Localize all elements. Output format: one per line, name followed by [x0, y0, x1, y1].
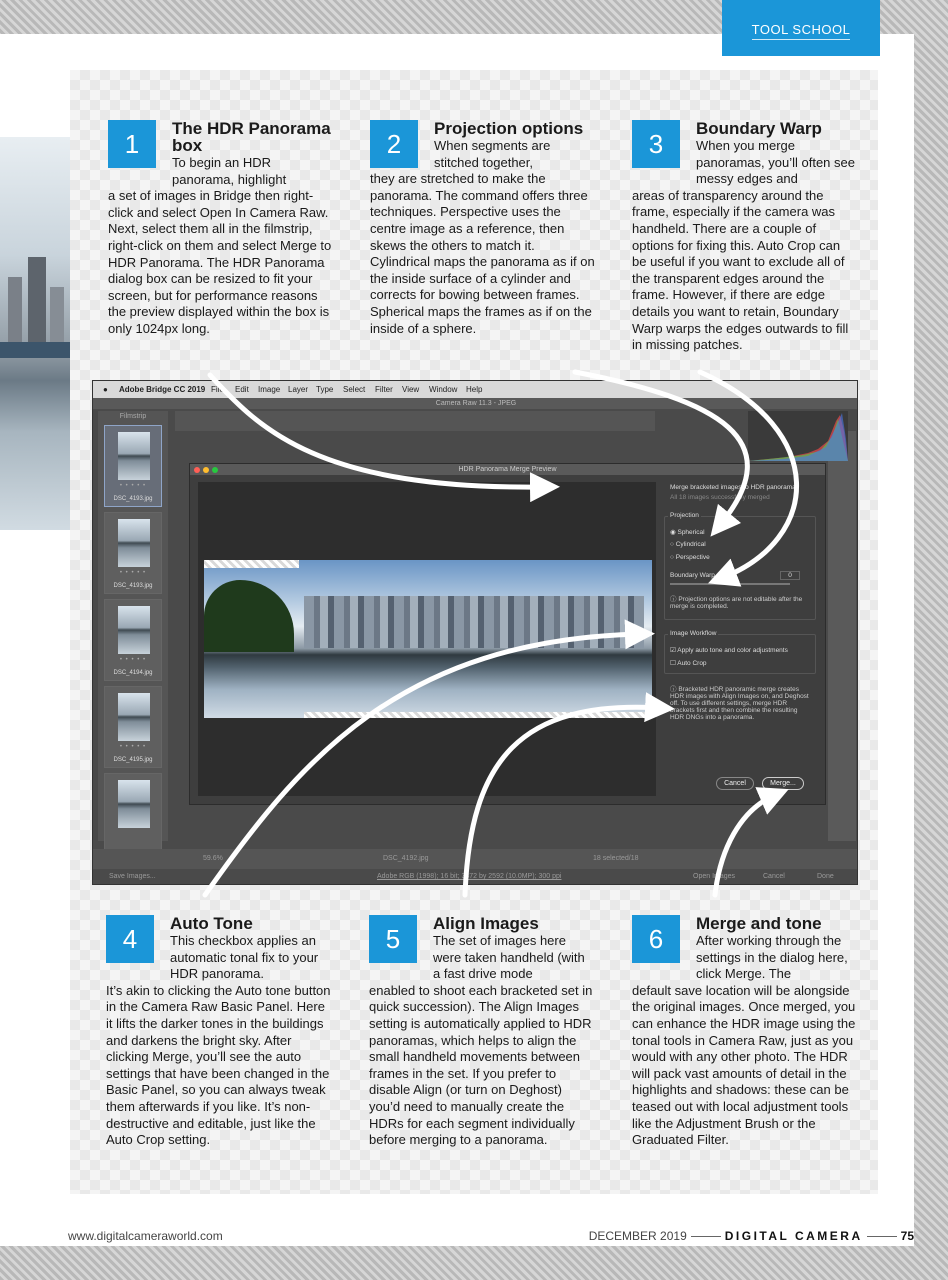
filmstrip-thumb[interactable] [104, 686, 162, 768]
thumb-image [118, 519, 150, 567]
zoom-icon[interactable] [212, 467, 218, 473]
minimize-icon[interactable] [203, 467, 209, 473]
magazine-name: DIGITAL CAMERA [724, 1229, 863, 1243]
radio-perspective[interactable]: ○ Perspective [670, 554, 710, 561]
filmstrip-thumb[interactable] [104, 425, 162, 507]
checkbox-label: Auto Crop [677, 660, 707, 667]
info-note-text: Bracketed HDR panoramic merge creates HDR images with Align Images on, and Deghost off. To use different settings, merge HDR brackets first and then combine the resulting HDR DNGs into a panorama. [670, 686, 809, 721]
auto-crop-checkbox[interactable]: ☐ Auto Crop [670, 660, 707, 667]
tip-title: The HDR Panorama box [172, 119, 331, 155]
filmstrip-label: Filmstrip [119, 413, 147, 420]
menu-edit[interactable]: Edit [235, 385, 249, 394]
cancel-button[interactable]: Cancel [716, 777, 754, 790]
menu-type[interactable]: Type [316, 385, 334, 394]
transparent-edge [304, 712, 652, 718]
thumb-filename: DSC_4195.jpg [113, 757, 153, 763]
panorama-preview [198, 482, 656, 796]
radio-spherical[interactable]: ◉ Spherical [670, 529, 705, 536]
apple-icon[interactable]: ● [103, 385, 108, 394]
tip-title: Projection options [434, 119, 584, 138]
tip-title: Boundary Warp [696, 119, 822, 138]
menu-image[interactable]: Image [258, 385, 281, 394]
projection-note: ⓘ Projection options are not editable after the merge is completed. [670, 596, 803, 610]
menu-layer[interactable]: Layer [288, 385, 309, 394]
tip-1 [108, 120, 334, 338]
boundary-warp-slider[interactable] [670, 583, 790, 585]
menu-view[interactable]: View [402, 385, 420, 394]
divider [867, 1236, 897, 1237]
tip-number: 6 [632, 915, 680, 963]
tip-title: Align Images [433, 914, 539, 933]
tip-body: a set of images in Bridge then right-click and select Open In Camera Raw. Next, select them all in the filmstrip, right-click on them and select Merge to HDR Panorama. The HDR Panorama dialog box can be resized to fit your screen, but for performance reasons the preview displayed within the box is only 1024px long. [108, 188, 332, 336]
workflow-label: Image Workflow [670, 630, 717, 637]
thumb-filename: DSC_4193.jpg [113, 583, 153, 589]
checkbox-label: Apply auto tone and color adjustments [677, 647, 788, 654]
tip-lead: After working through the settings in the dialog here, click Merge. The [696, 933, 848, 982]
section-tab [722, 0, 880, 56]
selection-count: 18 selected/18 [593, 855, 639, 862]
camera-raw-screenshot [92, 380, 858, 885]
cancel-button[interactable]: Cancel [763, 873, 785, 880]
merge-options-panel [660, 480, 820, 798]
menu-bar [93, 381, 858, 398]
tip-lead: When you merge panoramas, you’ll often see messy edges and [696, 138, 855, 187]
tip-number: 1 [108, 120, 156, 168]
tip-number: 3 [632, 120, 680, 168]
merge-substatus: All 18 images successfully merged [670, 494, 770, 501]
tip-2 [370, 120, 596, 337]
thumb-image [118, 780, 150, 828]
tip-6 [632, 915, 858, 1149]
zoom-level[interactable]: 59.6% [203, 855, 223, 862]
dialog-title: HDR Panorama Merge Preview [190, 464, 825, 475]
footer-url: www.digitalcameraworld.com [68, 1229, 223, 1243]
radio-label: Cylindrical [675, 541, 706, 548]
tip-title: Auto Tone [170, 914, 253, 933]
adjustment-panel [828, 431, 856, 841]
building [50, 287, 64, 347]
projection-label: Projection [670, 512, 699, 519]
page-number: 75 [900, 1229, 914, 1243]
section-tab-label: TOOL SCHOOL [752, 22, 851, 40]
city-skyline [304, 596, 644, 648]
info-note: ⓘ Bracketed HDR panoramic merge creates HDR images with Align Images on, and Deghost off. To use different settings, merge HDR brackets first and then combine the resulting HDR DNGs into a panorama. [670, 686, 809, 721]
menu-select[interactable]: Select [343, 385, 366, 394]
divider [691, 1236, 721, 1237]
footer-folio [589, 1229, 914, 1243]
footer-bar [93, 869, 858, 885]
merge-button[interactable]: Merge... [762, 777, 804, 790]
rating-dots: • • • • • [119, 657, 147, 663]
thumb-filename: DSC_4194.jpg [113, 670, 153, 676]
tool-bar [175, 411, 655, 431]
building [8, 277, 22, 347]
building [28, 257, 46, 347]
tip-lead: To begin an HDR panorama, highlight [172, 155, 287, 187]
thumb-image [118, 432, 150, 480]
tip-body: default save location will be alongside the original images. Once merged, you can enhance the HDR image using the tonal tools in Camera Raw, just as you would with any other photo. The HDR will pack vast amounts of detail in the highlights and shadows: these can be teased out with local adjustment tools like the Adjustment Brush or the Graduated Filter. [632, 982, 856, 1148]
close-icon[interactable] [194, 467, 200, 473]
filmstrip-thumb[interactable] [104, 773, 162, 855]
workflow-options-link[interactable]: Adobe RGB (1998); 16 bit; 3872 by 2592 (10.0MP); 300 ppi [377, 873, 562, 880]
trees [204, 580, 294, 652]
menu-window[interactable]: Window [429, 385, 458, 394]
tip-3 [632, 120, 858, 354]
boundary-warp-value[interactable]: 0 [780, 571, 800, 580]
auto-tone-checkbox[interactable]: ☑ Apply auto tone and color adjustments [670, 647, 788, 654]
tip-lead: When segments are stitched together, [434, 138, 551, 170]
filmstrip-thumb[interactable] [104, 599, 162, 681]
tip-body: It’s akin to clicking the Auto tone button in the Camera Raw Basic Panel. Here it lifts the darker tones in the buildings and darkens the bright sky. After clicking Merge, you’ll see the auto settings that have been changed in the Basic Panel, so you can always tweak them afterwards if you like. It’s non-destructive and editable, just like the Auto Crop setting. [106, 982, 331, 1148]
tip-number: 4 [106, 915, 154, 963]
tip-lead: The set of images here were taken handheld (with a fast drive mode [433, 933, 585, 982]
thumb-filename: DSC_4193.jpg [113, 496, 153, 502]
window-title: Camera Raw 11.3 - JPEG [93, 398, 858, 409]
menu-help[interactable]: Help [466, 385, 483, 394]
menu-filter[interactable]: Filter [375, 385, 393, 394]
menu-file[interactable]: File [211, 385, 224, 394]
save-images-button[interactable]: Save Images... [109, 873, 156, 880]
workflow-group [664, 634, 816, 674]
merge-status: Merge bracketed images to HDR panorama [670, 484, 796, 491]
side-photo [0, 137, 70, 530]
tip-4 [106, 915, 332, 1149]
bottom-bar [93, 849, 858, 869]
tip-body: they are stretched to make the panorama. The command offers three techniques. Perspective uses the centre image as a reference, then skews the others to match it. Cylindrical maps the panorama as if on the inside surface of a cylinder and corrects for bowing between frames. Spherical maps the frames as if on the inside of a sphere. [370, 171, 595, 336]
transparent-edge [204, 560, 299, 568]
rating-dots: • • • • • [119, 483, 147, 489]
hdr-panorama-dialog [189, 463, 826, 805]
projection-note-text: Projection options are not editable after the merge is completed. [670, 596, 803, 610]
tip-5 [369, 915, 595, 1149]
thumb-image [118, 693, 150, 741]
thumb-image [118, 606, 150, 654]
boundary-warp-label: Boundary Warp [670, 572, 715, 579]
histogram [748, 411, 848, 461]
marina [0, 342, 70, 358]
tip-title: Merge and tone [696, 914, 822, 933]
issue-date: DECEMBER 2019 [588, 1229, 687, 1243]
radio-cylindrical[interactable]: ○ Cylindrical [670, 541, 706, 548]
tip-number: 2 [370, 120, 418, 168]
filmstrip [98, 411, 168, 841]
tip-lead: This checkbox applies an automatic tonal fix to your HDR panorama. [170, 933, 319, 982]
panorama-image [204, 560, 652, 718]
tip-body: areas of transparency around the frame, especially if the camera was handheld. There are a couple of options for fixing this. Auto Crop can be useful if you want to exclude all of the transparent edges around the frame. However, if there are edge details you want to retain, Boundary Warp warps the edges outwards to fill in missing patches. [632, 187, 849, 353]
app-name[interactable]: Adobe Bridge CC 2019 [119, 385, 206, 394]
done-button[interactable]: Done [817, 873, 834, 880]
radio-label: Spherical [677, 529, 705, 536]
filmstrip-thumb[interactable] [104, 512, 162, 594]
radio-label: Perspective [675, 554, 710, 561]
open-images-button[interactable]: Open Images [693, 873, 736, 880]
current-filename: DSC_4192.jpg [383, 855, 429, 862]
tip-body: enabled to shoot each bracketed set in quick succession). The Align Images setting is automatically applied to HDR panoramas, which helps to align the small handheld movements between frames in the set. If you prefer to disable Align (or turn on Deghost) you’d need to manually create the HDRs for each segment individually before merging to a panorama. [369, 982, 593, 1148]
tip-number: 5 [369, 915, 417, 963]
rating-dots: • • • • • [119, 744, 147, 750]
rating-dots: • • • • • [119, 570, 147, 576]
